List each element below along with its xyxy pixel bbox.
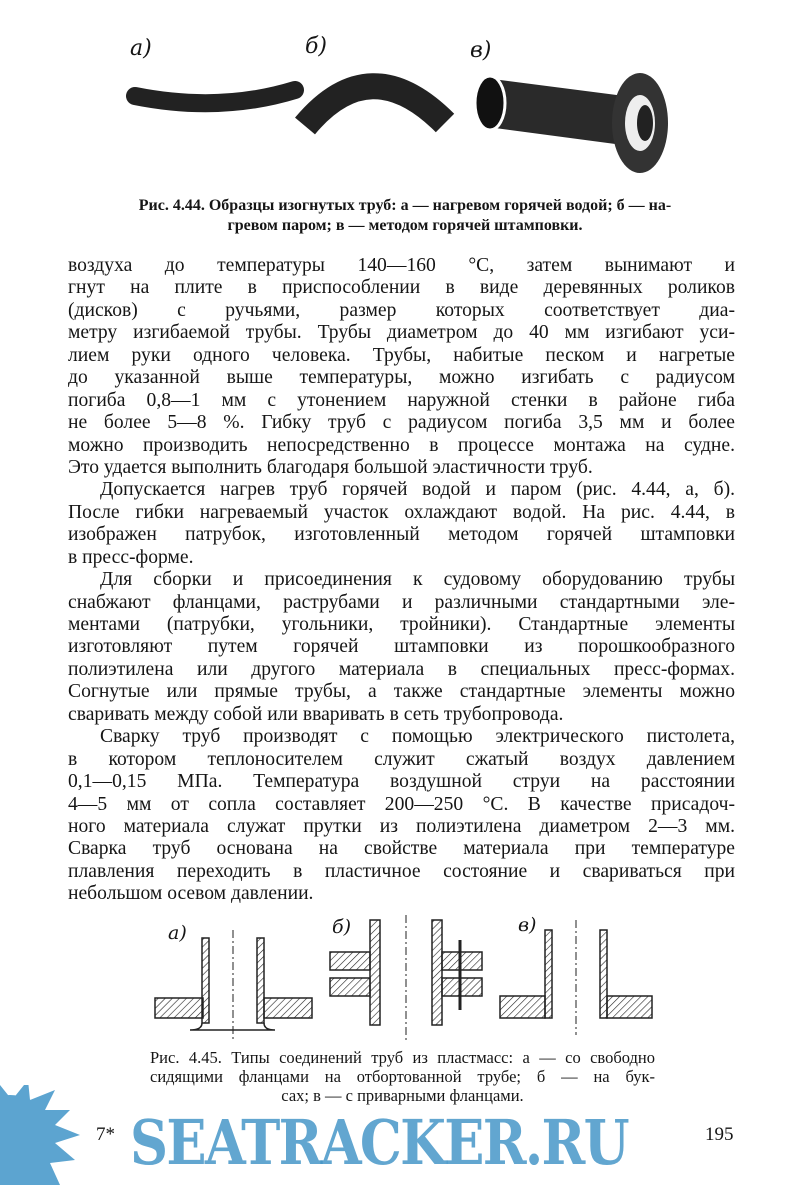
figure-label-b: б) (305, 34, 328, 59)
text-line: Сварка труб основана на свойстве материала при температуре (68, 838, 735, 860)
text-line: в котором теплоносителем служит сжатый воздух давлением (68, 748, 735, 770)
text-line: полиэтилена или другого материала в специальных пресс-формах. (68, 658, 735, 680)
text-line: погиба 0,8—1 мм с утонением наружной стенки в районе гиба (68, 389, 735, 411)
text-line: сваривать между собой или вваривать в сеть трубопровода. (68, 703, 564, 725)
text-line: плавления переходить в пластичное состояние и свариваться при (68, 860, 735, 882)
text-line: небольшом осевом давлении. (68, 883, 314, 905)
watermark-sun-icon (0, 1085, 90, 1185)
text-line: Это удается выполнить благодаря большой эластичности труб. (68, 456, 593, 478)
caption-line: Рис. 4.44. Образцы изогнутых труб: а — нагревом горячей водой; б — на- (138, 197, 672, 214)
text-line: лием руки одного человека. Трубы, набитые песком и нагретые (68, 344, 735, 366)
text-line: снабжают фланцами, раструбами и различными стандартными эле- (68, 591, 735, 613)
text-line: После гибки нагреваемый участок охлаждают водой. На рис. 4.44, в (68, 501, 735, 523)
text-line: метру изгибаемой трубы. Трубы диаметром до 40 мм изгибают уси- (68, 322, 735, 344)
text-line: Для сборки и присоединения к судовому оборудованию трубы (100, 569, 735, 591)
figure-4-45 (140, 910, 660, 1045)
bent-pipes-illustration (100, 28, 720, 188)
text-line: до указанной выше температуры, можно изгибать с радиусом (68, 367, 735, 389)
figure-label-v: в) (518, 914, 537, 936)
text-line: ментами (патрубки, угольники, тройники). Стандартные элементы (68, 614, 735, 635)
pipe-joints-illustration (140, 910, 660, 1045)
figure-4-44 (100, 28, 720, 188)
text-line: Сварку труб производят с помощью электрического пистолета, (100, 726, 735, 748)
figure-label-v: в) (470, 38, 492, 63)
text-line: Допускается нагрев труб горячей водой и паром (рис. 4.44, а, б). (100, 479, 735, 501)
caption-line: Рис. 4.45. Типы соединений труб из пластмасс: а — со свободно (150, 1048, 655, 1067)
text-line: воздуха до температуры 140—160 °С, затем вынимают и (68, 255, 735, 276)
text-line: 0,1—0,15 МПа. Температура воздушной струи на расстоянии (68, 771, 735, 793)
text-line: (дисков) с ручьями, размер которых соответствует диа- (68, 299, 735, 321)
text-line: можно производить непосредственно в процессе монтажа на судне. (68, 434, 735, 456)
caption-line: сидящими фланцами на отбортованной трубе; б — на бук- (150, 1067, 655, 1086)
caption-line: сах; в — с приварными фланцами. (281, 1086, 524, 1105)
text-line: не более 5—8 %. Гибку труб с радиусом погиба 3,5 мм и более (68, 412, 735, 434)
figure-4-44-caption (60, 196, 750, 236)
signature-mark: 7* (96, 1124, 115, 1145)
text-line: Согнутые или прямые трубы, а также стандартные элементы можно (68, 681, 735, 703)
text-line: ного материала служат прутки из полиэтилена диаметром 2—3 мм. (68, 815, 735, 837)
text-line: гнут на плите в приспособлении в виде деревянных роликов (68, 277, 735, 299)
text-line: 4—5 мм от сопла составляет 200—250 °С. В качестве присадоч- (68, 793, 735, 815)
text-line: изготовляют путем горячей штамповки из порошкообразного (68, 636, 735, 658)
body-text (68, 255, 735, 906)
text-line: в пресс-форме. (68, 546, 194, 568)
figure-label-a: а) (168, 922, 187, 944)
figure-4-45-caption (150, 1048, 655, 1105)
caption-line: гревом паром; в — методом горячей штамповки. (227, 217, 583, 234)
watermark-text: SEATRACKER.RU (130, 1106, 628, 1179)
text-line: изображен патрубок, изготовленный методом горячей штамповки (68, 524, 735, 546)
figure-label-b: б) (332, 916, 352, 938)
page-number: 195 (705, 1124, 734, 1145)
figure-label-a: а) (130, 36, 152, 61)
